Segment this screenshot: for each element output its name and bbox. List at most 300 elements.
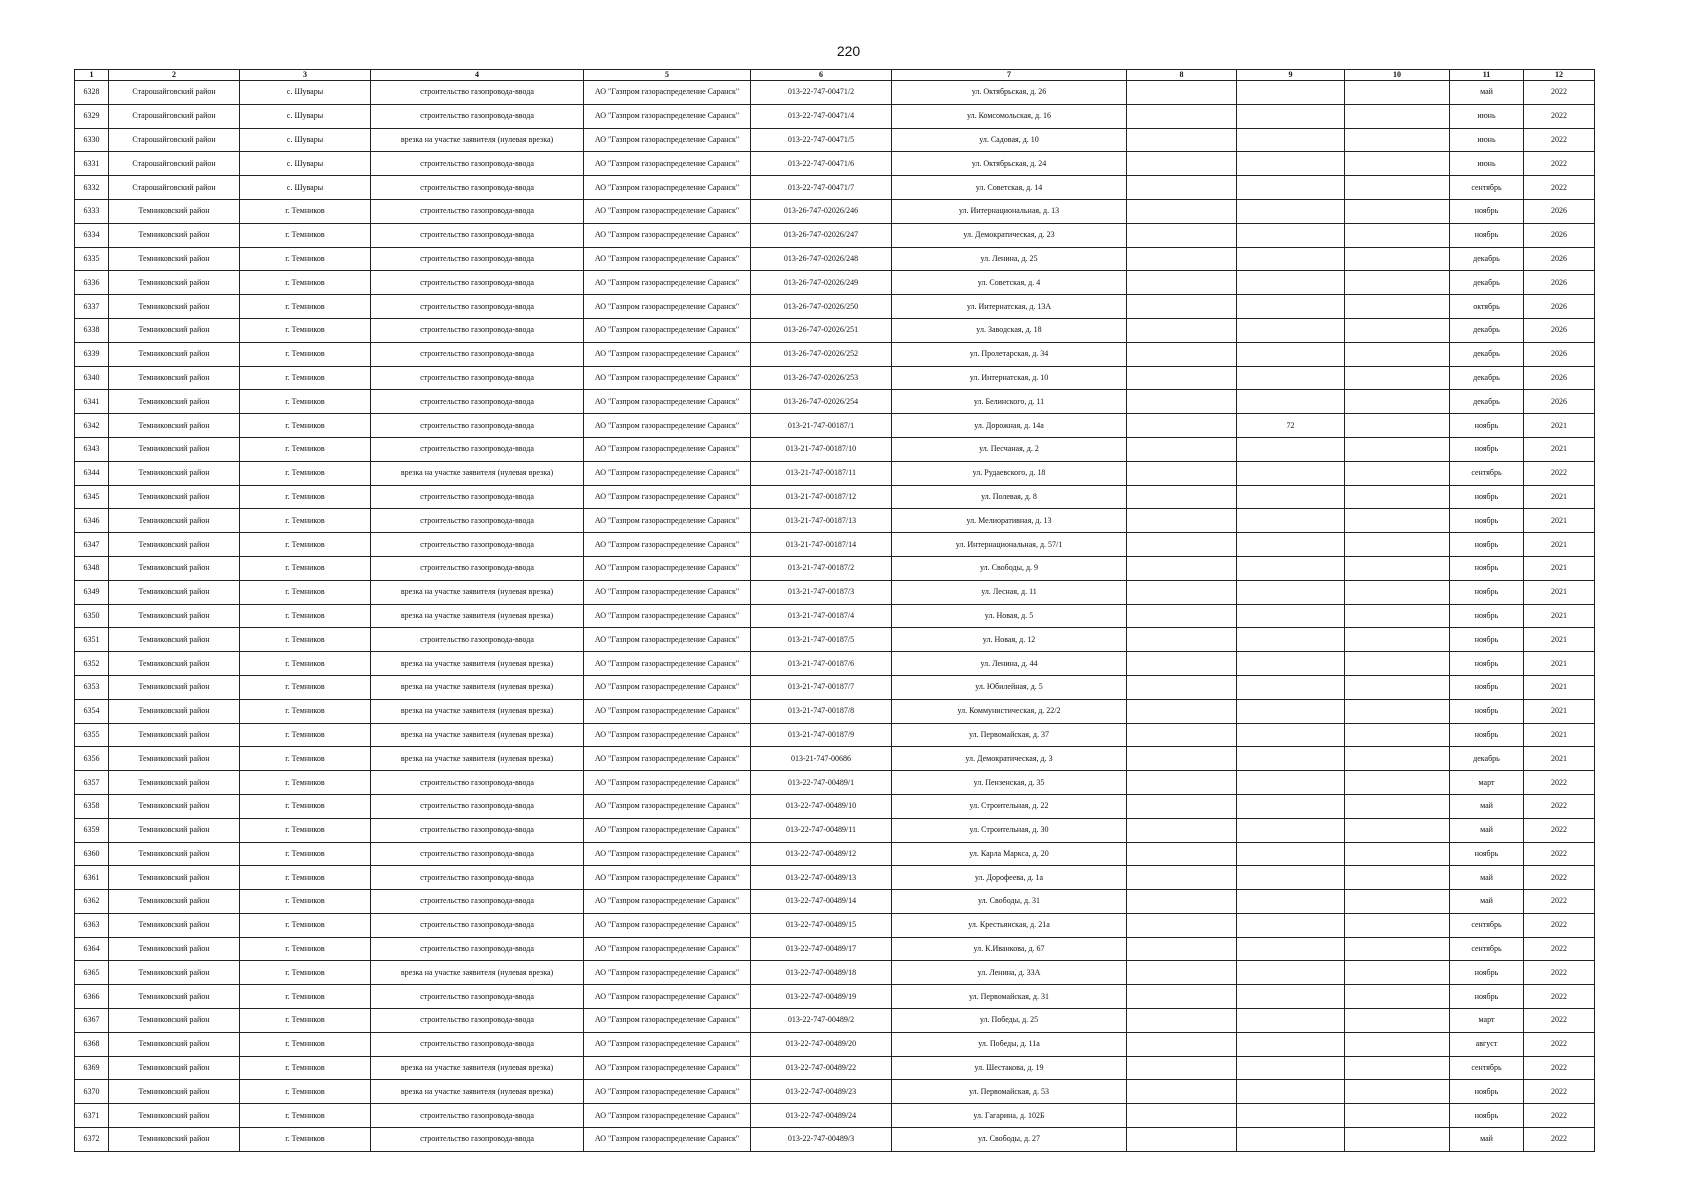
table-cell: 013-26-747-02026/254 [751, 390, 892, 414]
table-cell: 013-26-747-02026/253 [751, 366, 892, 390]
table-cell [1345, 794, 1450, 818]
table-cell [1237, 128, 1345, 152]
table-cell: 013-26-747-02026/248 [751, 247, 892, 271]
table-cell: г. Темников [240, 1104, 371, 1128]
table-cell: ул. Мелиоративная, д. 13 [892, 509, 1127, 533]
table-cell: с. Шувары [240, 128, 371, 152]
table-cell: май [1450, 866, 1524, 890]
table-cell: 2021 [1524, 556, 1595, 580]
table-cell: г. Темников [240, 580, 371, 604]
table-cell: г. Темников [240, 223, 371, 247]
table-cell [1345, 1104, 1450, 1128]
table-cell: 2022 [1524, 794, 1595, 818]
table-cell: АО "Газпром газораспределение Саранск" [584, 81, 751, 105]
column-header: 8 [1127, 70, 1237, 81]
table-cell: 2022 [1524, 985, 1595, 1009]
table-cell: г. Темников [240, 1032, 371, 1056]
table-cell: г. Темников [240, 866, 371, 890]
table-cell [1345, 485, 1450, 509]
table-cell: Темниковский район [109, 675, 240, 699]
table-cell: строительство газопровода-ввода [371, 366, 584, 390]
data-table [74, 69, 1595, 1152]
table-cell [1237, 675, 1345, 699]
table-cell: ноябрь [1450, 985, 1524, 1009]
table-cell [1237, 842, 1345, 866]
table-row [75, 318, 1595, 342]
table-cell: Темниковский район [109, 794, 240, 818]
table-cell: АО "Газпром газораспределение Саранск" [584, 152, 751, 176]
table-cell: строительство газопровода-ввода [371, 1128, 584, 1152]
table-cell: Темниковский район [109, 390, 240, 414]
table-cell: ноябрь [1450, 604, 1524, 628]
table-cell: 013-21-747-00187/10 [751, 437, 892, 461]
table-cell: 6372 [75, 1128, 109, 1152]
table-cell: май [1450, 818, 1524, 842]
table-cell: ул. Крестьянская, д. 21а [892, 913, 1127, 937]
table-cell: 6344 [75, 461, 109, 485]
table-cell: 72 [1237, 414, 1345, 438]
table-cell: АО "Газпром газораспределение Саранск" [584, 176, 751, 200]
table-cell: ул. Гагарина, д. 102Б [892, 1104, 1127, 1128]
table-cell [1127, 295, 1237, 319]
table-header-row [75, 70, 1595, 81]
table-cell: АО "Газпром газораспределение Саранск" [584, 818, 751, 842]
table-cell: 6352 [75, 652, 109, 676]
table-cell: 2022 [1524, 961, 1595, 985]
table-cell [1127, 890, 1237, 914]
table-cell [1345, 318, 1450, 342]
table-cell: 013-22-747-00489/15 [751, 913, 892, 937]
table-cell: ул. Строительная, д. 22 [892, 794, 1127, 818]
table-cell [1237, 1056, 1345, 1080]
table-cell [1345, 1056, 1450, 1080]
table-cell [1127, 247, 1237, 271]
table-cell [1127, 176, 1237, 200]
table-cell: строительство газопровода-ввода [371, 794, 584, 818]
table-cell: 2022 [1524, 818, 1595, 842]
table-row [75, 342, 1595, 366]
table-cell: 013-21-747-00187/8 [751, 699, 892, 723]
table-cell: АО "Газпром газораспределение Саранск" [584, 247, 751, 271]
table-cell: г. Темников [240, 1056, 371, 1080]
table-cell: АО "Газпром газораспределение Саранск" [584, 890, 751, 914]
table-cell: ноябрь [1450, 414, 1524, 438]
table-cell: г. Темников [240, 723, 371, 747]
table-cell: 2022 [1524, 842, 1595, 866]
table-row [75, 1080, 1595, 1104]
table-cell: ноябрь [1450, 628, 1524, 652]
table-cell: октябрь [1450, 295, 1524, 319]
table-cell: 013-21-747-00187/14 [751, 533, 892, 557]
table-cell: 6351 [75, 628, 109, 652]
table-row [75, 866, 1595, 890]
table-cell: 2026 [1524, 271, 1595, 295]
table-cell: Темниковский район [109, 580, 240, 604]
column-header: 11 [1450, 70, 1524, 81]
column-header: 4 [371, 70, 584, 81]
table-cell [1237, 747, 1345, 771]
table-cell: ул. Ленина, д. 44 [892, 652, 1127, 676]
table-cell: 2022 [1524, 81, 1595, 105]
table-cell: 013-22-747-00489/1 [751, 771, 892, 795]
table-cell: ноябрь [1450, 961, 1524, 985]
table-cell: март [1450, 1009, 1524, 1033]
table-cell: АО "Газпром газораспределение Саранск" [584, 580, 751, 604]
table-cell [1345, 890, 1450, 914]
table-cell: 2022 [1524, 1104, 1595, 1128]
table-row [75, 961, 1595, 985]
table-cell: ул. Первомайская, д. 31 [892, 985, 1127, 1009]
table-cell: 6350 [75, 604, 109, 628]
table-cell [1237, 1104, 1345, 1128]
table-cell: 2026 [1524, 247, 1595, 271]
table-cell: ноябрь [1450, 1080, 1524, 1104]
table-cell: сентябрь [1450, 461, 1524, 485]
table-cell: 013-21-747-00187/13 [751, 509, 892, 533]
table-cell [1127, 818, 1237, 842]
table-row [75, 937, 1595, 961]
table-cell [1345, 176, 1450, 200]
table-row [75, 580, 1595, 604]
table-cell [1345, 223, 1450, 247]
table-cell: 6349 [75, 580, 109, 604]
table-cell: 6366 [75, 985, 109, 1009]
table-cell: строительство газопровода-ввода [371, 295, 584, 319]
table-cell: ноябрь [1450, 533, 1524, 557]
table-cell [1127, 1080, 1237, 1104]
table-cell: ноябрь [1450, 437, 1524, 461]
table-cell: Темниковский район [109, 913, 240, 937]
table-cell: АО "Газпром газораспределение Саранск" [584, 747, 751, 771]
table-cell: АО "Газпром газораспределение Саранск" [584, 675, 751, 699]
table-cell: АО "Газпром газораспределение Саранск" [584, 295, 751, 319]
table-cell: декабрь [1450, 342, 1524, 366]
table-cell: строительство газопровода-ввода [371, 152, 584, 176]
table-cell: ул. Комсомольская, д. 16 [892, 104, 1127, 128]
table-cell: врезка на участке заявителя (нулевая врезка) [371, 699, 584, 723]
table-cell [1127, 556, 1237, 580]
table-cell: АО "Газпром газораспределение Саранск" [584, 771, 751, 795]
page-number: 220 [836, 43, 861, 59]
table-cell: ул. Новая, д. 12 [892, 628, 1127, 652]
table-cell: ул. Интернатская, д. 10 [892, 366, 1127, 390]
table-cell: Темниковский район [109, 1104, 240, 1128]
table-cell [1237, 556, 1345, 580]
table-cell [1237, 318, 1345, 342]
table-cell: ул. Пензенская, д. 35 [892, 771, 1127, 795]
table-row [75, 390, 1595, 414]
table-row [75, 723, 1595, 747]
table-cell: 6342 [75, 414, 109, 438]
table-cell: Старошайговский район [109, 152, 240, 176]
table-cell: 6329 [75, 104, 109, 128]
table-cell: ул. Интернациональная, д. 57/1 [892, 533, 1127, 557]
table-cell: строительство газопровода-ввода [371, 556, 584, 580]
table-cell [1345, 509, 1450, 533]
table-cell [1127, 771, 1237, 795]
table-cell: Темниковский район [109, 437, 240, 461]
table-cell: 2026 [1524, 199, 1595, 223]
table-row [75, 176, 1595, 200]
table-body [75, 81, 1595, 1152]
table-cell: ул. Заводская, д. 18 [892, 318, 1127, 342]
table-cell: 6332 [75, 176, 109, 200]
table-cell: ноябрь [1450, 556, 1524, 580]
table-cell: АО "Газпром газораспределение Саранск" [584, 1032, 751, 1056]
table-cell [1345, 128, 1450, 152]
table-row [75, 223, 1595, 247]
table-cell [1345, 1080, 1450, 1104]
table-cell [1345, 1009, 1450, 1033]
table-cell: ноябрь [1450, 223, 1524, 247]
table-cell [1127, 152, 1237, 176]
table-row [75, 271, 1595, 295]
column-header: 9 [1237, 70, 1345, 81]
table-row [75, 913, 1595, 937]
table-cell: г. Темников [240, 1080, 371, 1104]
table-cell: г. Темников [240, 842, 371, 866]
table-cell: 2021 [1524, 414, 1595, 438]
table-cell: ул. Свободы, д. 31 [892, 890, 1127, 914]
table-cell: АО "Газпром газораспределение Саранск" [584, 342, 751, 366]
table-cell: ул. Первомайская, д. 53 [892, 1080, 1127, 1104]
table-cell [1127, 104, 1237, 128]
table-cell: г. Темников [240, 604, 371, 628]
table-cell [1127, 604, 1237, 628]
table-cell: ул. Лесная, д. 11 [892, 580, 1127, 604]
table-row [75, 437, 1595, 461]
table-cell: ул. Ленина, д. 33А [892, 961, 1127, 985]
table-cell [1127, 652, 1237, 676]
table-cell [1237, 1128, 1345, 1152]
table-cell [1237, 604, 1345, 628]
table-cell [1127, 485, 1237, 509]
table-cell: ноябрь [1450, 652, 1524, 676]
table-cell: г. Темников [240, 295, 371, 319]
table-cell: 013-21-747-00187/5 [751, 628, 892, 652]
table-cell [1127, 794, 1237, 818]
table-cell: ул. Демократическая, д. 23 [892, 223, 1127, 247]
table-cell: 2021 [1524, 485, 1595, 509]
table-cell: Темниковский район [109, 414, 240, 438]
table-cell: АО "Газпром газораспределение Саранск" [584, 104, 751, 128]
table-row [75, 295, 1595, 319]
table-cell: АО "Газпром газораспределение Саранск" [584, 271, 751, 295]
table-cell: Темниковский район [109, 247, 240, 271]
table-cell: Темниковский район [109, 747, 240, 771]
table-cell: ул. Советская, д. 14 [892, 176, 1127, 200]
table-cell: 6340 [75, 366, 109, 390]
table-cell: Темниковский район [109, 271, 240, 295]
table-cell: г. Темников [240, 985, 371, 1009]
table-cell: АО "Газпром газораспределение Саранск" [584, 223, 751, 247]
table-cell: 013-22-747-00489/12 [751, 842, 892, 866]
table-cell: 013-26-747-02026/246 [751, 199, 892, 223]
table-cell: строительство газопровода-ввода [371, 223, 584, 247]
table-cell: строительство газопровода-ввода [371, 771, 584, 795]
table-cell: 013-22-747-00489/20 [751, 1032, 892, 1056]
table-cell [1127, 747, 1237, 771]
table-cell [1345, 295, 1450, 319]
table-cell: АО "Газпром газораспределение Саранск" [584, 1009, 751, 1033]
table-cell: 2026 [1524, 318, 1595, 342]
table-cell: 2026 [1524, 295, 1595, 319]
column-header: 7 [892, 70, 1127, 81]
table-cell: строительство газопровода-ввода [371, 247, 584, 271]
table-cell: сентябрь [1450, 913, 1524, 937]
table-cell [1237, 152, 1345, 176]
table-cell: май [1450, 890, 1524, 914]
table-cell: АО "Газпром газораспределение Саранск" [584, 533, 751, 557]
table-cell: 6363 [75, 913, 109, 937]
table-cell: 013-22-747-00489/11 [751, 818, 892, 842]
table-cell [1237, 390, 1345, 414]
table-cell: 2021 [1524, 699, 1595, 723]
table-cell [1345, 461, 1450, 485]
table-cell [1127, 366, 1237, 390]
table-cell: АО "Газпром газораспределение Саранск" [584, 866, 751, 890]
table-cell: ноябрь [1450, 675, 1524, 699]
table-cell [1345, 985, 1450, 1009]
table-cell: ул. Пролетарская, д. 34 [892, 342, 1127, 366]
table-cell: декабрь [1450, 247, 1524, 271]
table-cell [1237, 1009, 1345, 1033]
table-row [75, 842, 1595, 866]
table-cell: врезка на участке заявителя (нулевая врезка) [371, 961, 584, 985]
table-cell: Темниковский район [109, 223, 240, 247]
table-cell: ул. Шестакова, д. 19 [892, 1056, 1127, 1080]
table-row [75, 509, 1595, 533]
table-cell: г. Темников [240, 675, 371, 699]
table-cell: май [1450, 1128, 1524, 1152]
table-cell: 2026 [1524, 366, 1595, 390]
table-cell: ул. Новая, д. 5 [892, 604, 1127, 628]
table-cell: Темниковский район [109, 890, 240, 914]
table-cell: 2021 [1524, 723, 1595, 747]
table-cell: 013-21-747-00187/4 [751, 604, 892, 628]
table-cell: АО "Газпром газораспределение Саранск" [584, 794, 751, 818]
table-cell: 2026 [1524, 342, 1595, 366]
table-cell: 6328 [75, 81, 109, 105]
table-cell [1127, 342, 1237, 366]
table-cell: 6361 [75, 866, 109, 890]
table-cell: 6336 [75, 271, 109, 295]
table-cell: АО "Газпром газораспределение Саранск" [584, 128, 751, 152]
table-cell: 2021 [1524, 437, 1595, 461]
table-cell [1127, 461, 1237, 485]
table-cell: Темниковский район [109, 1056, 240, 1080]
table-cell [1127, 1104, 1237, 1128]
table-cell: Темниковский район [109, 937, 240, 961]
table-cell: 2022 [1524, 176, 1595, 200]
table-cell: АО "Газпром газораспределение Саранск" [584, 556, 751, 580]
table-cell: 013-21-747-00187/12 [751, 485, 892, 509]
table-row [75, 366, 1595, 390]
table-cell [1237, 366, 1345, 390]
table-cell: июнь [1450, 152, 1524, 176]
table-cell [1345, 961, 1450, 985]
table-cell: г. Темников [240, 271, 371, 295]
table-cell: АО "Газпром газораспределение Саранск" [584, 509, 751, 533]
table-cell: 2021 [1524, 675, 1595, 699]
table-cell: 6369 [75, 1056, 109, 1080]
table-cell: Темниковский район [109, 771, 240, 795]
table-cell: АО "Газпром газораспределение Саранск" [584, 1056, 751, 1080]
table-cell [1127, 866, 1237, 890]
table-cell: строительство газопровода-ввода [371, 1032, 584, 1056]
table-cell [1345, 723, 1450, 747]
table-cell: 013-22-747-00489/19 [751, 985, 892, 1009]
table-cell [1237, 295, 1345, 319]
table-cell: 013-21-747-00187/9 [751, 723, 892, 747]
table-cell: 013-22-747-00471/7 [751, 176, 892, 200]
table-row [75, 1128, 1595, 1152]
table-cell: 013-26-747-02026/249 [751, 271, 892, 295]
table-row [75, 128, 1595, 152]
table-cell: 013-26-747-02026/252 [751, 342, 892, 366]
table-cell [1237, 580, 1345, 604]
table-cell: ул. К.Иванкова, д. 67 [892, 937, 1127, 961]
table-cell: строительство газопровода-ввода [371, 842, 584, 866]
table-row [75, 794, 1595, 818]
table-cell: 013-21-747-00187/11 [751, 461, 892, 485]
table-cell [1127, 961, 1237, 985]
table-cell: АО "Газпром газораспределение Саранск" [584, 318, 751, 342]
table-cell: АО "Газпром газораспределение Саранск" [584, 199, 751, 223]
table-cell [1237, 342, 1345, 366]
table-cell: 013-21-747-00187/3 [751, 580, 892, 604]
table-cell: г. Темников [240, 937, 371, 961]
table-cell: 2022 [1524, 771, 1595, 795]
table-cell: 2022 [1524, 890, 1595, 914]
table-cell: с. Шувары [240, 104, 371, 128]
table-row [75, 652, 1595, 676]
table-cell: 2022 [1524, 128, 1595, 152]
table-cell [1237, 223, 1345, 247]
table-cell: 6356 [75, 747, 109, 771]
table-cell [1237, 652, 1345, 676]
table-cell: строительство газопровода-ввода [371, 628, 584, 652]
table-cell [1127, 1056, 1237, 1080]
table-cell: 013-22-747-00489/14 [751, 890, 892, 914]
table-cell: 6371 [75, 1104, 109, 1128]
table-cell [1345, 81, 1450, 105]
table-cell: 6368 [75, 1032, 109, 1056]
table-row [75, 747, 1595, 771]
table-cell: сентябрь [1450, 176, 1524, 200]
table-cell [1237, 699, 1345, 723]
table-cell: 6370 [75, 1080, 109, 1104]
table-cell: ул. Белинского, д. 11 [892, 390, 1127, 414]
column-header: 6 [751, 70, 892, 81]
table-cell: 013-26-747-02026/251 [751, 318, 892, 342]
table-cell: июнь [1450, 128, 1524, 152]
table-cell: врезка на участке заявителя (нулевая врезка) [371, 1080, 584, 1104]
table-cell: АО "Газпром газораспределение Саранск" [584, 913, 751, 937]
table-cell [1127, 390, 1237, 414]
table-cell: 013-21-747-00187/7 [751, 675, 892, 699]
table-cell: г. Темников [240, 366, 371, 390]
table-row [75, 675, 1595, 699]
table-row [75, 890, 1595, 914]
table-cell [1237, 247, 1345, 271]
table-cell: ул. Победы, д. 25 [892, 1009, 1127, 1033]
table-cell [1345, 366, 1450, 390]
table-cell: ул. Демократическая, д. 3 [892, 747, 1127, 771]
table-row [75, 1056, 1595, 1080]
table-cell: 013-22-747-00489/10 [751, 794, 892, 818]
table-cell: АО "Газпром газораспределение Саранск" [584, 461, 751, 485]
